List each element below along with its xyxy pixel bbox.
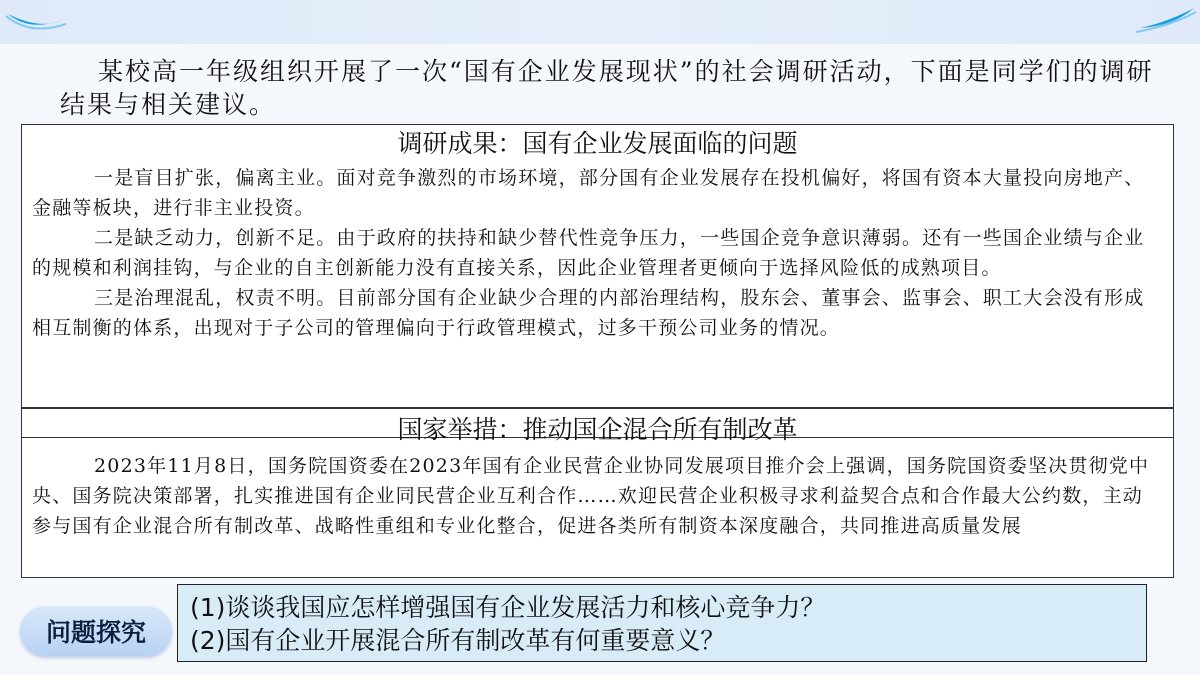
swoosh-decoration-right [1130,0,1200,40]
swoosh-decoration-left [0,0,80,40]
inquiry-questions-box [177,584,1147,662]
research-paragraph-3: 三是治理混乱，权责不明。目前部分国有企业缺少合理的内部治理结构，股东会、董事会、监事会、职工大会没有形成相互制衡的体系，出现对于子公司的管理偏向于行政管理模式，过多干预公司业务的情况。 [32,287,1145,339]
measures-paragraph: 2023年11月8日，国务院国资委在2023年国有企业民营企业协同发展项目推介会上强调，国务院国资委坚决贯彻党中央、国务院决策部署，扎实推进国有企业同民营企业互利合作……欢迎民营企业积极寻求利益契合点和合作最大公约数，主动参与国有企业混合所有制改革、战略性重组和专业化整合，促进各类所有制资本深度融合，共同推进高质量发展 [32,455,1150,537]
research-body [22,163,1173,343]
research-paragraph-1: 一是盲目扩张，偏离主业。面对竞争激烈的市场环境，部分国有企业发展存在投机偏好，将国有资本大量投向房地产、金融等板块，进行非主业投资。 [32,167,1145,219]
intro-text: 某校高一年级组织开展了一次“国有企业发展现状”的社会调研活动，下面是同学们的调研结果与相关建议。 [60,57,1154,119]
question-2: (2)国有企业开展混合所有制改革有何重要意义？ [190,626,726,655]
research-results-box [21,124,1174,408]
measures-title: 国家举措：推动国企混合所有制改革 [397,415,798,444]
measures-body [22,451,1173,541]
research-title: 调研成果：国有企业发展面临的问题 [397,129,798,158]
research-paragraph-2: 二是缺乏动力，创新不足。由于政府的扶持和缺少替代性竞争压力，一些国企竞争意识薄弱。还有一些国企业绩与企业的规模和利润挂钩，与企业的自主创新能力没有直接关系，因此企业管理者更倾向于选择风险低的成熟项目。 [32,227,1145,279]
header-bar [0,0,1200,44]
state-measures-box [21,408,1174,578]
question-1: (1)谈谈我国应怎样增强国有企业发展活力和核心竞争力？ [190,593,826,622]
inquiry-label-badge: 问题探究 [20,606,172,656]
